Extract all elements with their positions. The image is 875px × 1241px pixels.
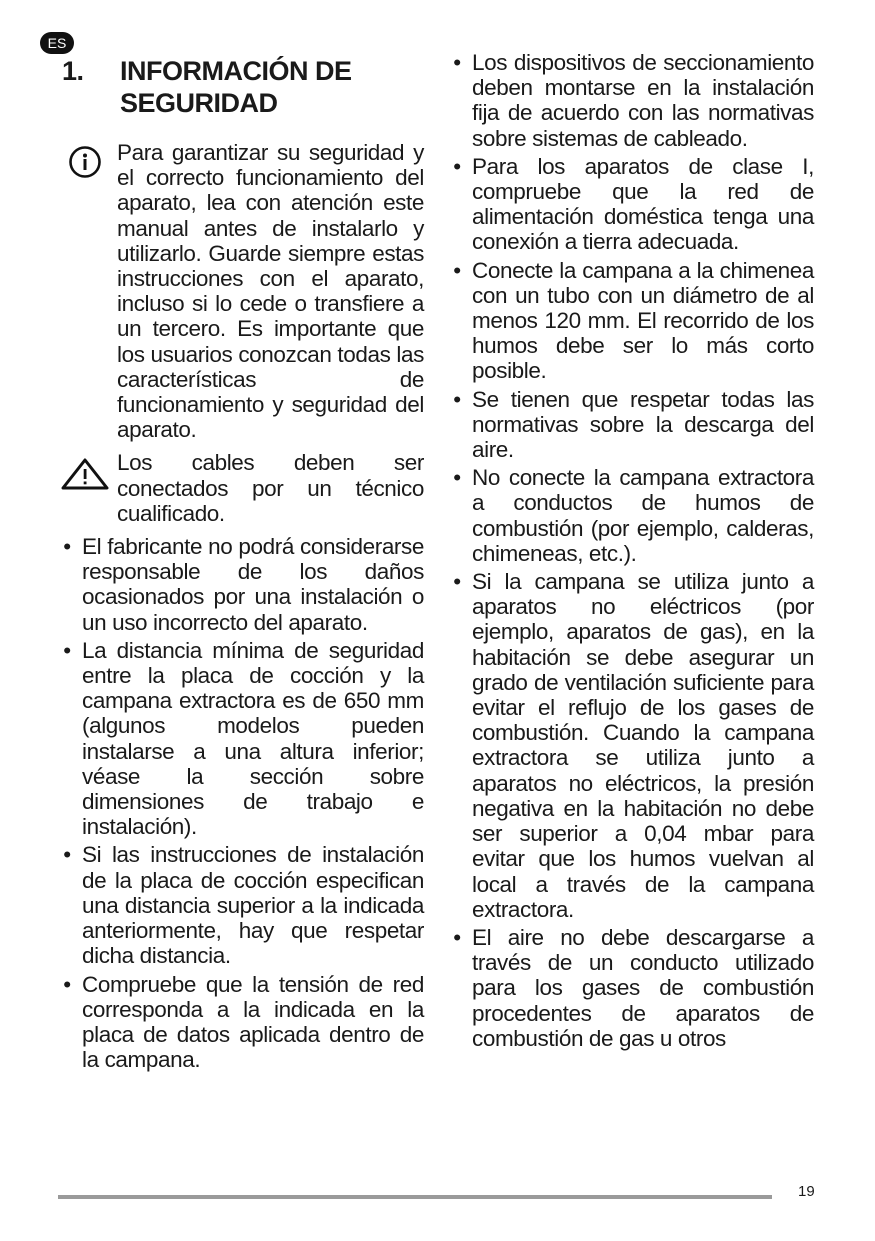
list-item	[60, 638, 424, 840]
list-item-text: No conecte la campana extractora a conductos de humos de combustión (por ejemplo, calderas, chimeneas, etc.).	[472, 465, 814, 566]
list-item	[450, 925, 814, 1051]
warning-triangle-icon	[61, 458, 109, 495]
info-notice	[60, 140, 424, 442]
bullet-mark: •	[453, 386, 461, 412]
bullet-mark: •	[453, 924, 461, 950]
list-item-text: Si la campana se utiliza junto a aparatos no eléctricos (por ejemplo, aparatos de gas), en la habitación se debe asegurar un grado de ventilación suficiente para evitar el reflujo de los gases de combustión. Cuando la campana extractora se utiliza junto a aparatos no eléctricos, la presión negativa en la habitación no debe ser superior a 0,04 mbar para evitar que los humos vuelvan al local a través de la campana extractora.	[472, 569, 814, 922]
list-item	[60, 534, 424, 635]
list-item-text: El fabricante no podrá considerarse responsable de los daños ocasionados por una instalación o un uso incorrecto del aparato.	[82, 534, 424, 635]
bullet-mark: •	[453, 50, 461, 75]
list-item-text: Para los aparatos de clase I, compruebe que la red de alimentación doméstica tenga una conexión a tierra adecuada.	[472, 153, 814, 255]
list-item	[450, 50, 814, 151]
list-item-text: La distancia mínima de seguridad entre la placa de cocción y la campana extractora es de 650 mm (algunos modelos pueden instalarse a una altura inferior; véase la sección sobre dimensiones de trabajo e instalación).	[82, 637, 424, 840]
section-title: INFORMACIÓN DE SEGURIDAD	[120, 56, 352, 118]
list-item	[450, 465, 814, 566]
list-item	[450, 387, 814, 463]
bullet-mark: •	[453, 257, 461, 283]
list-item	[60, 842, 424, 968]
list-item	[60, 972, 424, 1073]
warning-notice	[60, 450, 424, 526]
list-item-text: Los dispositivos de seccionamiento deben montarse en la instalación fija de acuerdo con las normativas sobre sistemas de cableado.	[472, 50, 814, 151]
list-item-text: Compruebe que la tensión de red corresponda a la indicada en la placa de datos aplicada dentro de la campana.	[82, 971, 424, 1073]
bullet-mark: •	[453, 569, 461, 595]
info-icon	[68, 145, 102, 184]
left-column	[60, 140, 424, 1075]
page-number: 19	[798, 1183, 815, 1200]
footer-rule	[58, 1195, 772, 1199]
info-notice-text: Para garantizar su seguridad y el correcto funcionamiento del aparato, lea con atención este manual antes de instalarlo y utilizarlo. Guarde siempre estas instrucciones con el aparato, incluso si lo cede o transfiere a un tercero. Es importante que los usuarios conozcan todas las características de funcionamiento y seguridad del aparato.	[117, 140, 424, 443]
warning-notice-text: Los cables deben ser conectados por un técnico cualificado.	[117, 450, 424, 526]
list-item-text: Si las instrucciones de instalación de la placa de cocción especifican una distancia superior a la indicada anteriormente, hay que respetar dicha distancia.	[82, 842, 424, 969]
bullet-mark: •	[453, 153, 461, 179]
list-item	[450, 569, 814, 922]
bullet-mark: •	[453, 465, 461, 491]
list-item-text: Conecte la campana a la chimenea con un tubo con un diámetro de al menos 120 mm. El recorrido de los humos debe ser lo más corto posible.	[472, 257, 814, 384]
list-item-text: El aire no debe descargarse a través de un conducto utilizado para los gases de combustión procedentes de aparatos de combustión de gas u otros	[472, 924, 814, 1051]
list-item	[450, 258, 814, 384]
list-item-text: Se tienen que respetar todas las normativas sobre la descarga del aire.	[472, 386, 814, 463]
right-column	[450, 50, 814, 1054]
language-badge: ES	[40, 32, 74, 54]
list-item	[450, 154, 814, 255]
bullet-mark: •	[63, 971, 71, 997]
section-number: 1.	[62, 56, 84, 86]
bullet-mark: •	[63, 637, 71, 663]
bullet-mark: •	[63, 842, 71, 868]
bullet-mark: •	[63, 534, 71, 560]
